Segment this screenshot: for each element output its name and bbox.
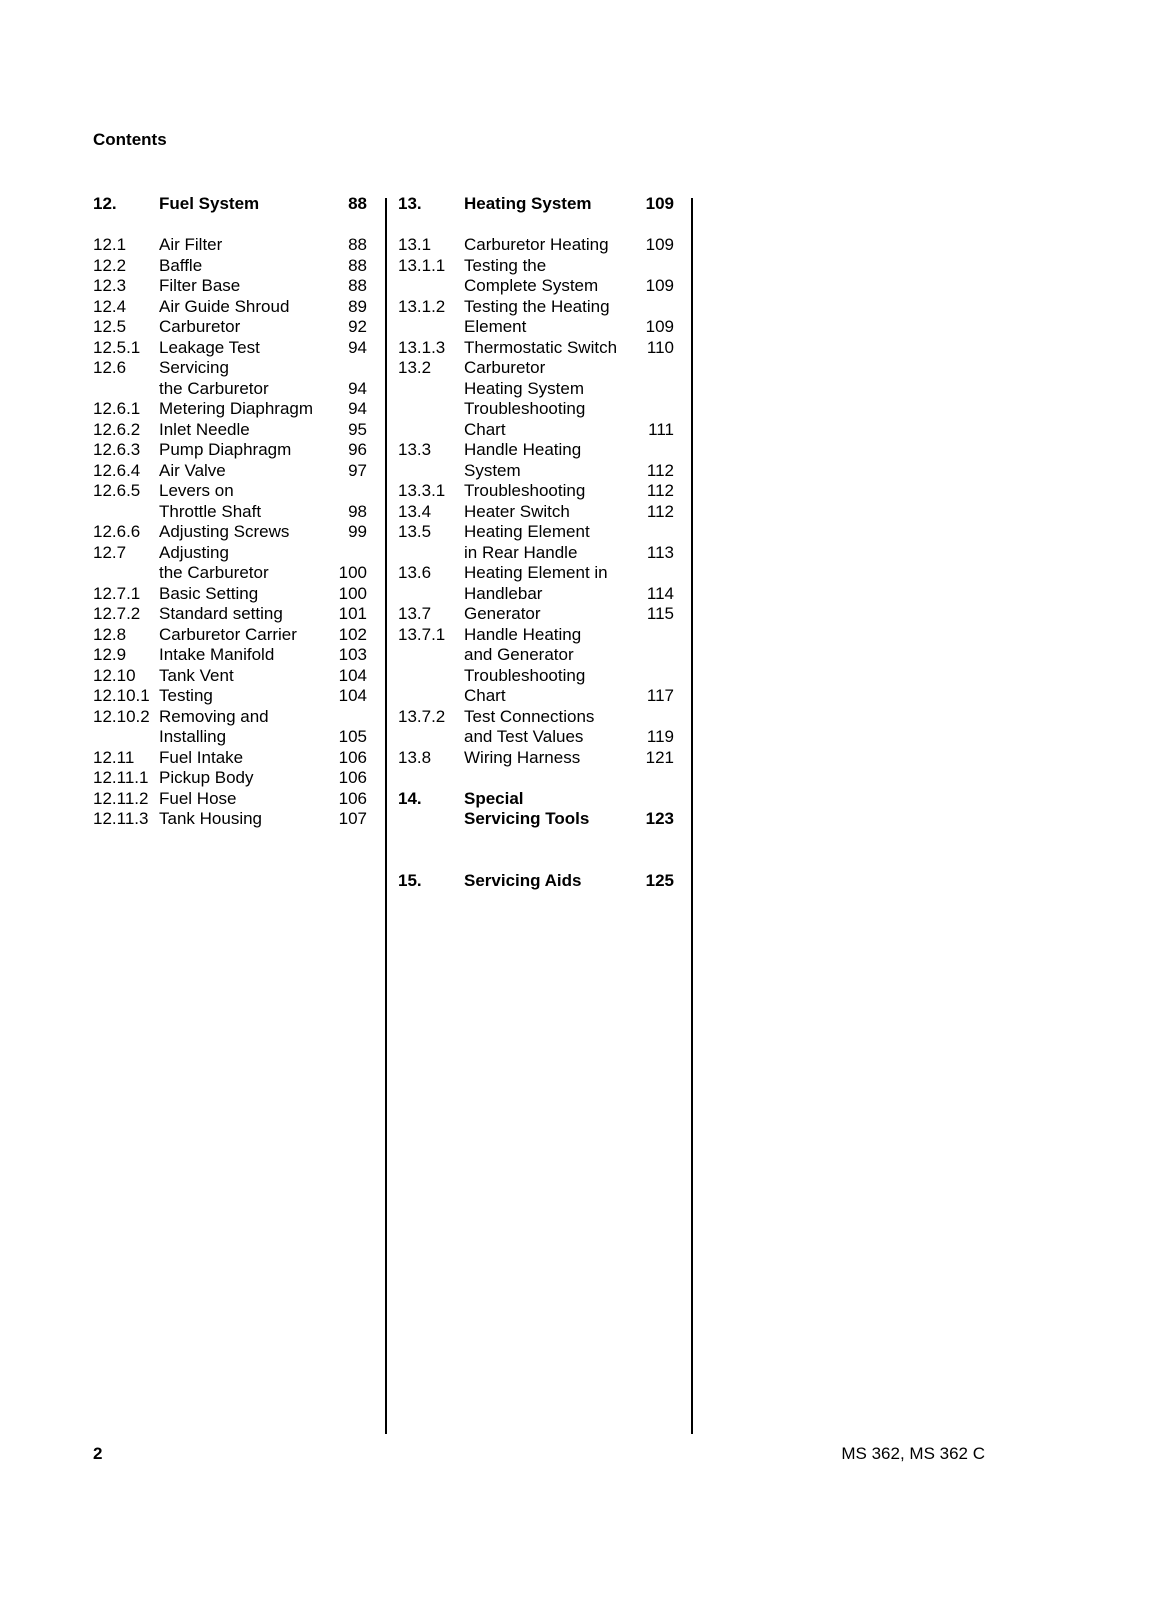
- toc-section-number: 12.6.4: [93, 460, 141, 480]
- toc-page-number: 119: [646, 727, 674, 746]
- toc-page-number: 104: [338, 665, 367, 685]
- toc-entry-row[interactable]: [398, 584, 674, 605]
- toc-entry-row[interactable]: [93, 481, 367, 502]
- toc-section-title: Special: [464, 788, 524, 808]
- toc-section-number: 13.1.2: [398, 296, 446, 316]
- toc-page-number: 103: [338, 645, 367, 664]
- page-title: Contents: [93, 130, 167, 149]
- toc-section-title: Carburetor Heating: [464, 235, 609, 254]
- toc-section-number: 13.5: [398, 522, 432, 541]
- toc-column-left: [93, 194, 367, 830]
- toc-section-title: Baffle: [159, 255, 203, 275]
- footer-page-number: 2: [93, 1444, 103, 1463]
- toc-section-title: Handle Heating: [464, 440, 582, 459]
- toc-section-title: Fuel System: [159, 194, 260, 213]
- toc-section-title: Installing: [159, 727, 227, 746]
- toc-section-number: 13.8: [398, 747, 432, 767]
- toc-section-number: 12.5: [93, 317, 127, 336]
- toc-page-number: 106: [338, 768, 367, 787]
- toc-section-title: Heater Switch: [464, 501, 570, 521]
- toc-section-title: Intake Manifold: [159, 645, 275, 664]
- toc-page-number: 88: [348, 194, 367, 213]
- toc-entry-row[interactable]: [93, 276, 367, 297]
- toc-entry-row[interactable]: [93, 625, 367, 646]
- toc-entry-row[interactable]: [398, 625, 674, 646]
- toc-section-title: Pickup Body: [159, 768, 254, 787]
- toc-section-title: Troubleshooting: [464, 399, 586, 418]
- toc-section-title: Testing the Heating: [464, 296, 610, 316]
- toc-section-number: 12.7.2: [93, 604, 141, 623]
- toc-entry-row[interactable]: [93, 543, 367, 564]
- toc-page-number: 117: [646, 686, 674, 705]
- toc-entry-row[interactable]: [398, 563, 674, 584]
- toc-spacer: [398, 768, 674, 789]
- toc-entry-row[interactable]: [93, 604, 367, 625]
- toc-section-number: 13.1.1: [398, 255, 446, 275]
- toc-section-number: 13.7.1: [398, 624, 446, 644]
- toc-page-number: 101: [338, 604, 367, 623]
- toc-section-title: Troubleshooting: [464, 481, 586, 500]
- toc-page-number: 109: [645, 235, 674, 254]
- toc-entry-row[interactable]: [93, 461, 367, 482]
- toc-section-title: Chart: [464, 419, 506, 439]
- toc-page-number: 94: [348, 378, 367, 398]
- toc-section-title: Carburetor: [159, 317, 241, 336]
- toc-entry-row[interactable]: [398, 461, 674, 482]
- toc-entry-row[interactable]: [93, 748, 367, 769]
- toc-spacer: [398, 215, 674, 236]
- toc-section-title: Standard setting: [159, 604, 283, 623]
- toc-section-title: Thermostatic Switch: [464, 337, 618, 357]
- toc-section-number: 12.6.3: [93, 440, 141, 459]
- toc-entry-row[interactable]: [398, 686, 674, 707]
- column-divider: [385, 198, 387, 1434]
- toc-entry-row[interactable]: [398, 666, 674, 687]
- toc-page-number: 94: [348, 399, 367, 418]
- toc-section-title: Leakage Test: [159, 337, 260, 357]
- toc-section-title: Servicing: [159, 358, 229, 377]
- toc-section-title: Basic Setting: [159, 583, 259, 603]
- toc-entry-row[interactable]: [398, 420, 674, 441]
- toc-entry-row[interactable]: [398, 748, 674, 769]
- toc-section-number: 12.6: [93, 358, 127, 377]
- toc-section-title: Tank Vent: [159, 665, 234, 685]
- toc-page-number: 107: [338, 809, 367, 828]
- toc-section-number: 13.2: [398, 358, 432, 377]
- toc-section-number: 15.: [398, 870, 422, 890]
- toc-section-number: 12.1: [93, 235, 127, 254]
- toc-entry-row[interactable]: [93, 686, 367, 707]
- toc-section-title: Fuel Hose: [159, 788, 237, 808]
- toc-entry-row[interactable]: [93, 502, 367, 523]
- toc-page-number: 112: [646, 501, 674, 521]
- toc-section-number: 12.5.1: [93, 337, 141, 357]
- toc-section-number: 13.1: [398, 235, 432, 254]
- toc-page-number: 100: [338, 563, 367, 582]
- toc-entry-row[interactable]: [93, 440, 367, 461]
- toc-entry-row[interactable]: [398, 543, 674, 564]
- toc-page-number: 95: [348, 419, 367, 439]
- toc-entry-row[interactable]: [398, 440, 674, 461]
- toc-section-number: 12.: [93, 194, 117, 213]
- toc-page-number: 102: [338, 624, 367, 644]
- toc-section-number: 12.6.1: [93, 399, 141, 418]
- toc-spacer: [398, 850, 674, 871]
- toc-section-number: 12.10.2: [93, 706, 150, 726]
- toc-page-number: 109: [645, 317, 674, 336]
- toc-section-number: 12.11.3: [93, 809, 149, 828]
- toc-section-number: 12.7: [93, 542, 127, 562]
- toc-entry-row[interactable]: [398, 379, 674, 400]
- toc-entry-row[interactable]: [398, 502, 674, 523]
- toc-section-number: 12.4: [93, 296, 127, 316]
- toc-page-number: 125: [645, 870, 674, 890]
- toc-section-title: Air Filter: [159, 235, 223, 254]
- toc-section-number: 13.4: [398, 501, 432, 521]
- toc-entry-row[interactable]: [93, 399, 367, 420]
- toc-section-title: Air Guide Shroud: [159, 296, 290, 316]
- toc-section-number: 13.7: [398, 604, 432, 623]
- toc-section-title: Carburetor Carrier: [159, 624, 297, 644]
- toc-section-title: Servicing Tools: [464, 809, 590, 828]
- toc-page-number: 123: [645, 809, 674, 828]
- toc-page-number: 99: [348, 522, 367, 541]
- toc-page-number: 109: [645, 194, 674, 213]
- toc-section-title: Pump Diaphragm: [159, 440, 292, 459]
- toc-entry-row[interactable]: [93, 645, 367, 666]
- toc-entry-row[interactable]: [398, 645, 674, 666]
- toc-entry-row[interactable]: [93, 256, 367, 277]
- toc-page-number: 105: [338, 727, 367, 746]
- toc-column-right: [398, 194, 674, 891]
- toc-section-number: 12.6.6: [93, 522, 141, 541]
- toc-section-number: 12.6.5: [93, 481, 141, 500]
- toc-page-number: 97: [348, 460, 367, 480]
- toc-entry-row[interactable]: [398, 297, 674, 318]
- toc-page-number: 89: [348, 296, 367, 316]
- toc-page-number: 88: [348, 255, 367, 275]
- toc-section-number: 12.11: [93, 747, 135, 767]
- column-divider: [691, 198, 693, 1434]
- toc-section-title: Air Valve: [159, 460, 226, 480]
- toc-entry-row[interactable]: [398, 256, 674, 277]
- toc-section-title: Metering Diaphragm: [159, 399, 314, 418]
- toc-section-title: Adjusting Screws: [159, 522, 290, 541]
- toc-chapter-row[interactable]: [398, 809, 674, 830]
- toc-section-title: Adjusting: [159, 542, 229, 562]
- toc-section-title: and Test Values: [464, 727, 584, 746]
- toc-section-title: Heating Element: [464, 522, 590, 541]
- toc-section-number: 12.11.2: [93, 788, 149, 808]
- toc-section-title: Inlet Needle: [159, 419, 250, 439]
- toc-section-title: Heating System: [464, 194, 592, 213]
- toc-section-number: 12.7.1: [93, 583, 141, 603]
- toc-page-number: 110: [646, 337, 674, 357]
- toc-entry-row[interactable]: [398, 522, 674, 543]
- toc-entry-row[interactable]: [93, 809, 367, 830]
- toc-entry-row[interactable]: [398, 276, 674, 297]
- toc-section-title: Testing: [159, 686, 213, 705]
- toc-entry-row[interactable]: [93, 420, 367, 441]
- toc-entry-row[interactable]: [398, 358, 674, 379]
- toc-page-number: 109: [645, 276, 674, 295]
- toc-entry-row[interactable]: [93, 379, 367, 400]
- toc-section-title: Levers on: [159, 481, 234, 500]
- toc-section-title: Chart: [464, 686, 506, 705]
- toc-entry-row[interactable]: [398, 481, 674, 502]
- toc-chapter-row[interactable]: [398, 871, 674, 892]
- toc-entry-row[interactable]: [93, 338, 367, 359]
- toc-entry-row[interactable]: [93, 522, 367, 543]
- toc-entry-row[interactable]: [398, 235, 674, 256]
- toc-page-number: 98: [348, 501, 367, 521]
- toc-section-number: 12.6.2: [93, 419, 141, 439]
- toc-section-title: Wiring Harness: [464, 747, 581, 767]
- toc-entry-row[interactable]: [93, 358, 367, 379]
- toc-section-title: Complete System: [464, 276, 599, 295]
- toc-page-number: 100: [338, 583, 367, 603]
- toc-entry-row[interactable]: [93, 297, 367, 318]
- toc-section-title: Removing and: [159, 706, 269, 726]
- toc-page-number: 88: [348, 235, 367, 254]
- toc-section-title: Throttle Shaft: [159, 501, 262, 521]
- toc-section-number: 14.: [398, 788, 422, 808]
- toc-section-number: 12.10.1: [93, 686, 150, 705]
- toc-section-number: 12.9: [93, 645, 127, 664]
- toc-page-number: 92: [348, 317, 367, 336]
- toc-entry-row[interactable]: [398, 727, 674, 748]
- toc-section-title: Carburetor: [464, 358, 546, 377]
- toc-page-number: 112: [646, 460, 674, 480]
- toc-section-title: Heating System: [464, 378, 584, 398]
- toc-section-title: and Generator: [464, 645, 574, 664]
- toc-page-number: 121: [645, 747, 674, 767]
- toc-section-number: 13.1.3: [398, 337, 446, 357]
- toc-section-number: 13.3: [398, 440, 432, 459]
- toc-chapter-row[interactable]: [398, 194, 674, 215]
- toc-page-number: 88: [348, 276, 367, 295]
- toc-section-title: Fuel Intake: [159, 747, 244, 767]
- toc-page-number: 96: [348, 440, 367, 459]
- toc-entry-row[interactable]: [93, 563, 367, 584]
- toc-entry-row[interactable]: [398, 399, 674, 420]
- toc-section-title: Testing the: [464, 255, 547, 275]
- toc-chapter-row[interactable]: [398, 789, 674, 810]
- toc-section-title: System: [464, 460, 521, 480]
- toc-section-number: 13.6: [398, 563, 432, 582]
- toc-page-number: 111: [648, 419, 674, 439]
- toc-section-number: 12.11.1: [93, 768, 149, 787]
- toc-section-title: Heating Element in: [464, 563, 608, 582]
- toc-section-title: the Carburetor: [159, 563, 269, 582]
- toc-page-number: 112: [646, 481, 674, 500]
- toc-section-title: Servicing Aids: [464, 870, 582, 890]
- toc-chapter-row[interactable]: [93, 194, 367, 215]
- toc-entry-row[interactable]: [398, 317, 674, 338]
- toc-section-number: 12.2: [93, 255, 127, 275]
- toc-section-number: 13.7.2: [398, 706, 446, 726]
- toc-section-number: 13.3.1: [398, 481, 446, 500]
- toc-entry-row[interactable]: [93, 235, 367, 256]
- toc-section-title: in Rear Handle: [464, 542, 578, 562]
- toc-section-title: Test Connections: [464, 706, 595, 726]
- toc-spacer: [93, 215, 367, 236]
- footer-model: MS 362, MS 362 C: [841, 1444, 985, 1463]
- toc-section-title: Element: [464, 317, 527, 336]
- toc-entry-row[interactable]: [93, 317, 367, 338]
- toc-section-number: 12.3: [93, 276, 127, 295]
- toc-entry-row[interactable]: [398, 604, 674, 625]
- toc-section-title: Handle Heating: [464, 624, 582, 644]
- toc-section-number: 12.8: [93, 624, 127, 644]
- toc-page-number: 106: [338, 747, 367, 767]
- toc-entry-row[interactable]: [93, 789, 367, 810]
- toc-section-title: Filter Base: [159, 276, 241, 295]
- toc-section-title: Generator: [464, 604, 541, 623]
- toc-section-title: Handlebar: [464, 583, 543, 603]
- toc-page-number: 104: [338, 686, 367, 705]
- toc-section-title: Troubleshooting: [464, 665, 586, 685]
- toc-page-number: 113: [646, 542, 674, 562]
- toc-section-number: 13.: [398, 194, 422, 213]
- toc-page-number: 94: [348, 337, 367, 357]
- toc-entry-row[interactable]: [93, 584, 367, 605]
- toc-spacer: [398, 830, 674, 851]
- toc-page-number: 106: [338, 788, 367, 808]
- toc-page-number: 114: [646, 583, 674, 603]
- toc-page-number: 115: [646, 604, 674, 623]
- toc-entry-row[interactable]: [398, 338, 674, 359]
- toc-section-title: the Carburetor: [159, 378, 269, 398]
- toc-section-title: Tank Housing: [159, 809, 263, 828]
- toc-entry-row[interactable]: [93, 707, 367, 728]
- toc-entry-row[interactable]: [93, 727, 367, 748]
- toc-section-number: 12.10: [93, 665, 136, 685]
- toc-entry-row[interactable]: [93, 666, 367, 687]
- toc-entry-row[interactable]: [93, 768, 367, 789]
- toc-entry-row[interactable]: [398, 707, 674, 728]
